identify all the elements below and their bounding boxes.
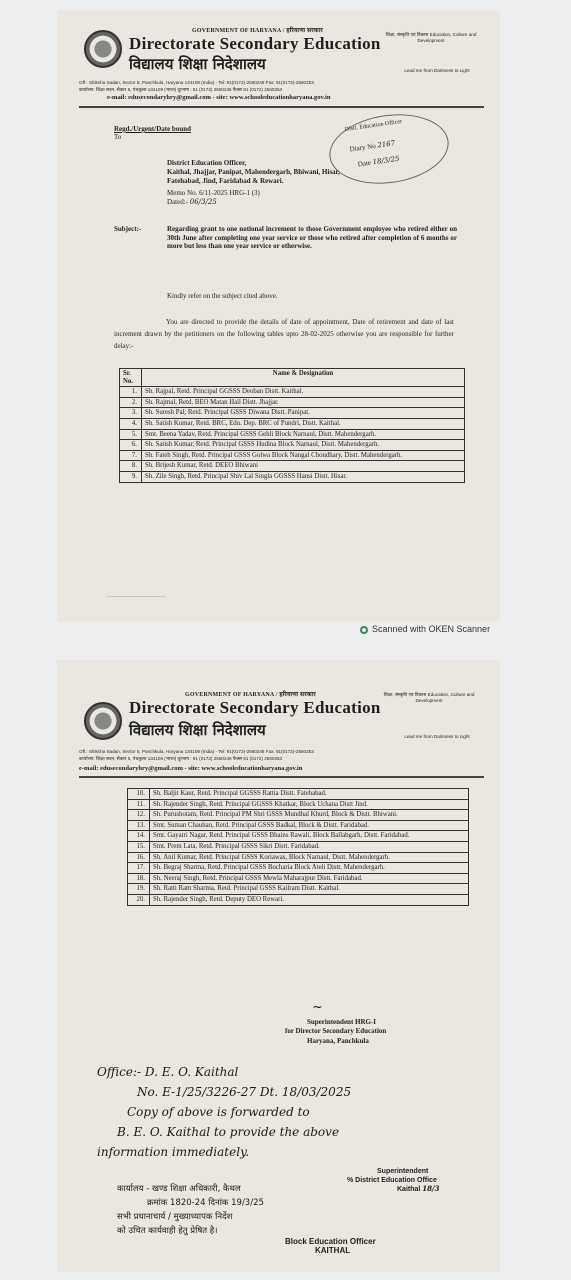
directorate-title: Directorate Secondary Education [129, 34, 381, 53]
table-row [120, 408, 465, 419]
para-refer: Kindly refer on the subject cited above. [167, 292, 278, 300]
table-row [120, 450, 465, 461]
directorate-hindi-title: विद्यालय शिक्षा निदेशालय [129, 55, 266, 73]
row-sr-no: 14. [128, 831, 150, 842]
row-name-designation: Sh. Satish Kumar, Retd. Principal GSSS Hudina Block Narnaul, Distt. Mahendergarh. [142, 440, 465, 451]
subject-text: Regarding grant to one notional increment to those Government employee who retired either on 30th June after completing one year service or those who retired after completion of 6 months or more but less than one year service or otherwise. [167, 225, 457, 251]
addressee-block: District Education Officer, Kaithal, Jhajjar, Panipat, Mahendergarh, Bhiwani, Hisar, Fatehabad, Jind, Faridabad & Rewari. [167, 159, 340, 185]
col-sr-no: Sr. No. [120, 369, 142, 387]
regd-label: Regd./Urgent/Date bound [114, 125, 192, 133]
para-directed: You are directed to provide the details of date of appointment, Date of retirement and date of last increment drawn by the petitioners on the following tables upto 28-02-2025 otherwise you are responsible for further delay:- [114, 318, 454, 350]
row-name-designation: Sh. Rajmal, Retd. BEO Matan Hail Distt. Jhajjar. [142, 397, 465, 408]
table-row [128, 841, 469, 852]
row-sr-no: 12. [128, 810, 150, 821]
col-name-designation: Name & Designation [142, 369, 465, 387]
row-sr-no: 3. [120, 408, 142, 419]
row-name-designation: Sh. Ratti Ram Sharma, Retd. Principal GSSS Kailram Distt. Kaithal. [150, 884, 469, 895]
row-name-designation: Sh. Brijesh Kumar, Retd. DEEO Bhiwani [142, 461, 465, 472]
header-rule [79, 776, 484, 778]
table-row [120, 387, 465, 398]
document-page-1 [57, 10, 500, 622]
office-address-hindi: कार्यालय: शिक्षा सदन, सैक्टर 5, पंचकूला-134109 (भारत) दूरभाष : 91 (0172) 2560246 फैक्स 91 (0172) 2560253 [79, 756, 283, 761]
table-row [120, 429, 465, 440]
table-row [128, 789, 469, 800]
table-row [128, 799, 469, 810]
scanner-logo-icon [360, 626, 368, 634]
signature-for: for Director Secondary Education [285, 1027, 387, 1035]
table-row [128, 820, 469, 831]
petitioner-table-page2 [127, 788, 469, 906]
office-address-hindi: कार्यालय: शिक्षा सदन, सैक्टर 5, पंचकूला-134109 (भारत) दूरभाष : 91 (0172) 2560246 फैक्स 91 (0172) 2560253 [79, 87, 283, 92]
department-label: शिक्षा, संस्कृति एवं विकास Education, Culture and Development [383, 692, 475, 703]
row-sr-no: 17. [128, 863, 150, 874]
table-row [128, 894, 469, 905]
row-sr-no: 1. [120, 387, 142, 398]
row-name-designation: Sh. Rajender Singh, Retd. Principal GGSSS Khatkar, Block Uchana Distt Jind. [150, 799, 469, 810]
row-sr-no: 7. [120, 450, 142, 461]
diary-stamp: Distt. Education Officer Diary No 2167 Date 18/3/25 [325, 107, 453, 191]
handwritten-hindi-note: कार्यालय - खण्ड शिक्षा अधिकारी, कैथल क्रमांक 1820-24 दिनांक 19/3/25 सभी प्रधानाचार्य / मुख्याध्यापक निर्देश को उचित कार्यवाही हेतु प्रेषित है। [117, 1184, 264, 1236]
row-name-designation: Sh. Satish Kumar, Retd. BRC, Edu. Dep. BRC of Pundri, Distt. Kaithal. [142, 418, 465, 429]
directorate-hindi-title: विद्यालय शिक्षा निदेशालय [129, 721, 266, 739]
row-name-designation: Smt. Suman Chauhan, Retd. Principal GSSS Badkal, Block & Distt. Faridabad. [150, 820, 469, 831]
haryana-emblem-icon [84, 30, 122, 68]
subject-label: Subject:- [114, 225, 142, 233]
row-sr-no: 9. [120, 471, 142, 482]
signature-title: Superintendent HRG-I [307, 1018, 377, 1026]
dated-line: Dated:- 06/3/25 [167, 198, 217, 206]
row-name-designation: Smt. Gayatri Nagar, Retd. Principal GSSS Bhains Rawali, Block Ballabgarh, Distt. Faridabad. [150, 831, 469, 842]
row-name-designation: Sh. Rajpal, Retd. Principal GGSSS Deoban Distt. Kaithal. [142, 387, 465, 398]
row-sr-no: 15. [128, 841, 150, 852]
row-name-designation: Sh. Neeraj Singh, Retd. Principal GSSS Mewla Maharajpur Distt. Faridabad. [150, 873, 469, 884]
table-row [128, 884, 469, 895]
office-address: Off.: Shiksha Sadan, Sector 5, Panchkula, Haryana 134109 (India) - Tel: 91(0172)-2560246 Fax: 91(0172)-2560253 [79, 80, 314, 85]
row-sr-no: 8. [120, 461, 142, 472]
row-name-designation: Smt. Prem Lata, Retd. Principal GSSS Sikri Distt. Faridabad. [150, 841, 469, 852]
row-sr-no: 20. [128, 894, 150, 905]
row-name-designation: Sh. Baljit Kaur, Retd. Principal GGSSS Rattia Distt. Fatehabad. [150, 789, 469, 800]
table-row [120, 397, 465, 408]
beo-stamp: Block Education Officer KAITHAL [285, 1237, 376, 1255]
row-sr-no: 6. [120, 440, 142, 451]
row-name-designation: Sh. Zile Singh, Retd. Principal Shiv Lal Singla GGSSS Hansi Distt. Hisar. [142, 471, 465, 482]
document-page-2 [57, 660, 500, 1272]
row-name-designation: Sh. Begraj Sharma, Retd. Principal GSSS Bocharia Block Ateli Distt. Mahendergarh. [150, 863, 469, 874]
signature-place: Haryana, Panchkula [307, 1037, 369, 1045]
row-sr-no: 2. [120, 397, 142, 408]
table-row [128, 873, 469, 884]
row-sr-no: 19. [128, 884, 150, 895]
row-name-designation: Sh. Fateh Singh, Retd. Principal GSSS Golwa Block Nangal Choudhary, Distt. Mahendergarh. [142, 450, 465, 461]
row-name-designation: Sh. Anil Kumar, Retd. Principal GSSS Koriawas, Block Narnaul, Distt. Mahendergarh. [150, 852, 469, 863]
department-label: शिक्षा, संस्कृति एवं विकास Education, Culture and Development [385, 32, 477, 43]
table-row [120, 440, 465, 451]
row-sr-no: 5. [120, 429, 142, 440]
directorate-title: Directorate Secondary Education [129, 698, 381, 717]
row-name-designation: Sh. Suresh Pal, Retd. Principal GSSS Diwana Distt. Panipat. [142, 408, 465, 419]
scanner-label: Scanned with OKEN Scanner [360, 624, 490, 634]
email-site: e-mail: edusecondaryhry@gmail.com - site: www.schooleducationharyana.gov.in [107, 94, 331, 101]
row-sr-no: 18. [128, 873, 150, 884]
row-sr-no: 13. [128, 820, 150, 831]
memo-number: Memo No. 6/11-2025 HRG-1 (3) [167, 189, 260, 197]
table-row [120, 418, 465, 429]
row-name-designation: Sh. Purushotam, Retd. Principal PM Shri GSSS Mundhal Khurd, Block & Distt. Bhiwani. [150, 810, 469, 821]
to-label: To [114, 133, 122, 141]
row-sr-no: 10. [128, 789, 150, 800]
row-sr-no: 4. [120, 418, 142, 429]
header-rule [79, 106, 484, 108]
table-row [128, 863, 469, 874]
signature-scribble: ~ [312, 1000, 323, 1015]
haryana-emblem-icon [84, 702, 122, 740]
row-name-designation: Smt. Beena Yadav, Retd. Principal GSSS Gehli Block Narnaul, Distt. Mahendergarh. [142, 429, 465, 440]
table-row [128, 852, 469, 863]
handwritten-endorsement: Office:- D. E. O. Kaithal No. E-1/25/3226-27 Dt. 18/03/2025 Copy of above is forwarded to B. E. O. Kaithal to provide the above information immediately. [97, 1065, 352, 1159]
row-sr-no: 11. [128, 799, 150, 810]
row-name-designation: Sh. Rajender Singh, Retd. Deputy DEO Rewari. [150, 894, 469, 905]
government-label: GOVERNMENT OF HARYANA / हरियाणा सरकार [185, 692, 316, 698]
motto-label: Lead me from Darkness to Light [404, 734, 470, 739]
page1-footer-note: _______________________ [107, 592, 166, 597]
row-sr-no: 16. [128, 852, 150, 863]
office-stamp: Superintendent % District Education Office Kaithal 18/3 [347, 1168, 440, 1194]
table-header-row [120, 369, 465, 387]
table-row [120, 461, 465, 472]
email-site: e-mail: edusecondaryhry@gmail.com - site: www.schooleducationharyana.gov.in [79, 765, 303, 772]
table-row [120, 471, 465, 482]
table-row [128, 810, 469, 821]
table-row [128, 831, 469, 842]
motto-label: Lead me from Darkness to Light [404, 68, 470, 73]
office-address: Off.: Shiksha Sadan, Sector 5, Panchkula, Haryana 134109 (India) - Tel: 91(0172)-2560246 Fax: 91(0172)-2560253 [79, 749, 314, 754]
government-label: GOVERNMENT OF HARYANA / हरियाणा सरकार [192, 28, 323, 34]
petitioner-table-page1 [119, 368, 465, 483]
